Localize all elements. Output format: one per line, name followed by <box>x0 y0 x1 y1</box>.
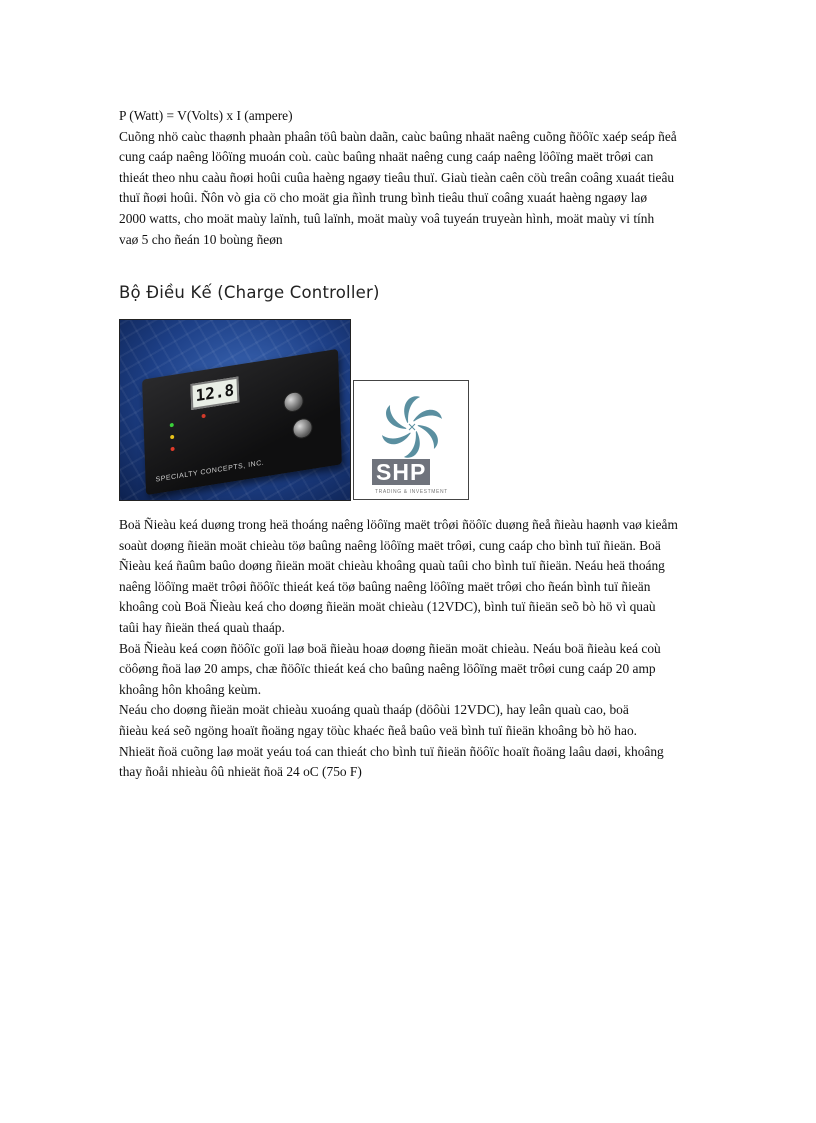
intro-paragraph <box>119 106 759 250</box>
text-line: Neáu cho doøng ñieän moät chieàu xuoáng quaù thaáp (döôùi 12VDC), hay leân quaù cao, boä <box>119 702 629 718</box>
text-line: soaùt doøng ñieän moät chieàu töø baûng naêng löôïng maët trôøi, cung caáp cho bình tuï ñieän. Boä <box>119 537 661 553</box>
led-icon <box>202 414 206 419</box>
charge-controller-photo <box>119 319 351 501</box>
text-line: cöôøng ñoä laø 20 amps, chæ ñöôïc thieát keá cho baûng naêng löôïng maët trôøi cung caáp 20 amp <box>119 661 656 677</box>
knob-icon <box>283 390 304 413</box>
text-line: thieát theo nhu caàu ñoøi hoûi cuûa haèng ngaøy tieâu thuï. Giaù tieàn caên cöù treân coâng xuaát tieâu <box>119 169 675 185</box>
lcd-display: 12.8 <box>190 377 239 410</box>
knob-icon <box>292 417 313 440</box>
text-line: khoâng hôn khoâng keùm. <box>119 681 262 697</box>
shp-logo <box>353 380 469 500</box>
formula-line: P (Watt) = V(Volts) x I (ampere) <box>119 108 293 123</box>
text-line: cung caáp naêng löôïng muoán coù. caùc baûng nhaät naêng cung caáp naêng löôïng maët trôøi can <box>119 149 654 165</box>
logo-tagline: TRADING & INVESTMENT <box>375 489 448 495</box>
pinwheel-logo-icon <box>354 381 470 461</box>
text-line: khoâng coù Boä Ñieàu keá cho doøng ñieän moät chieàu (12VDC), bình tuï ñieän seõ bò hö vì quaù <box>119 599 656 615</box>
text-line: naêng löôïng maët trôøi ñöôïc thieát keá töø baûng naêng löôïng maët trôøi cho ñeán bình tuï ñieän <box>119 578 651 594</box>
led-icon <box>170 435 174 440</box>
text-line: vaø 5 cho ñeán 10 boùng ñeøn <box>119 231 283 247</box>
body-paragraph <box>119 515 759 783</box>
text-line: Boä Ñieàu keá coøn ñöôïc goïi laø boä ñieàu hoaø doøng ñieän moät chieàu. Neáu boä ñieàu keá coù <box>119 640 661 656</box>
logo-wordmark: SHP <box>372 459 430 485</box>
controller-device <box>142 349 342 495</box>
text-line: Ñieàu keá ñaûm baûo doøng ñieän moät chieàu khoâng quaù taûi cho bình tuï ñieän. Neáu heä thoáng <box>119 558 665 574</box>
led-icon <box>170 423 174 428</box>
section-heading: Bộ Điều Kế (Charge Controller) <box>119 283 380 302</box>
text-line: ñieàu keá seõ ngöng hoaït ñoäng ngay töùc khaéc ñeå baûo veä bình tuï ñieän khoâng bò hö hao. <box>119 722 637 738</box>
text-line: 2000 watts, cho moät maùy laïnh, tuû laïnh, moät maùy voâ tuyeán truyeàn hình, moät maùy vi tính <box>119 210 655 226</box>
device-brand: SPECIALTY CONCEPTS, INC. <box>155 459 265 484</box>
text-line: Boä Ñieàu keá duøng trong heä thoáng naêng löôïng maët trôøi ñöôïc duøng ñeå ñieàu haønh vaø kieåm <box>119 517 678 532</box>
text-line: Nhieät ñoä cuõng laø moät yeáu toá can thieát cho bình tuï ñieän ñöôïc hoaït ñoäng laâu daøi, khoâng <box>119 743 664 759</box>
text-line: thay ñoåi nhieàu ôû nhieät ñoä 24 oC (75o F) <box>119 764 362 780</box>
text-line: taûi hay ñieän theá quaù thaáp. <box>119 619 285 635</box>
text-line: thuï ñoøi hoûi. Ñôn vò gia cö cho moät gia ñình trung bình tieâu thuï coâng xuaát haèng ngaøy laø <box>119 190 648 206</box>
text-line: Cuõng nhö caùc thaønh phaàn phaân töû baùn daãn, caùc baûng nhaät naêng cuõng ñöôïc xaép seáp ñeå <box>119 128 677 144</box>
led-icon <box>171 447 175 452</box>
